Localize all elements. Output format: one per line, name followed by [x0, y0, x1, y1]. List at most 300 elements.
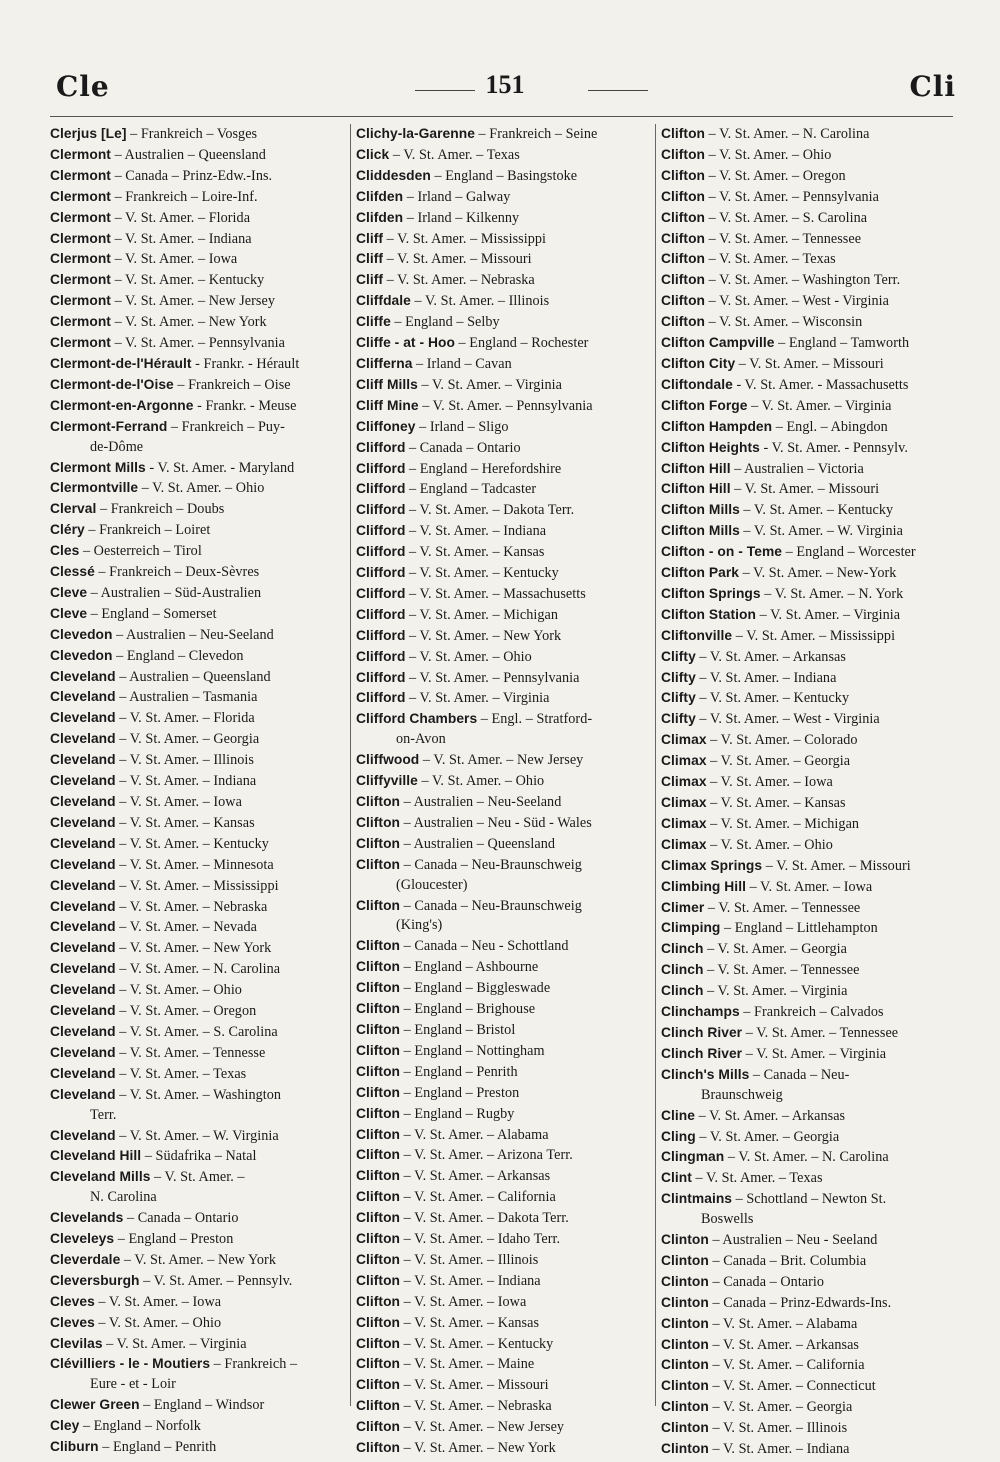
entry-location: – England – Clevedon	[112, 647, 244, 664]
gazetteer-entry	[356, 957, 654, 978]
entry-location: – V. St. Amer. – Connecticut	[708, 1378, 876, 1395]
gazetteer-entry	[661, 709, 957, 730]
header-dash-right	[588, 90, 648, 91]
entry-location: – V. St. Amer. – Tennessee	[705, 230, 862, 247]
entry-location: – England – Penrith	[400, 1063, 518, 1080]
entry-location: – Engl. – Stratford-	[477, 711, 593, 728]
entry-headword: Clinton	[661, 1336, 709, 1352]
gazetteer-entry	[661, 835, 957, 856]
entry-location: – Canada – Brit. Columbia	[708, 1252, 867, 1269]
entry-headword: Cleveland	[50, 877, 116, 893]
entry-location: – Schottland – Newton St.	[732, 1191, 887, 1208]
gazetteer-entry	[50, 1292, 348, 1313]
gazetteer-entry	[356, 896, 654, 937]
entry-headword: Clifford	[356, 565, 406, 581]
entry-headword: Clifton	[661, 209, 706, 225]
entry-headword: Clermont-de-l'Oise	[50, 376, 174, 392]
entry-location: – England – Rugby	[400, 1105, 515, 1122]
gazetteer-entry	[661, 856, 957, 877]
gazetteer-entry	[661, 1127, 957, 1148]
entry-headword: Cliffdale	[356, 293, 411, 309]
gazetteer-entry	[50, 1043, 348, 1064]
entry-headword: Clinton	[661, 1273, 709, 1289]
entry-location: – V. St. Amer. – New Jersey	[110, 293, 275, 310]
entry-location: – England – Tamworth	[774, 335, 910, 352]
entry-location: – England – Biggleswade	[400, 980, 551, 997]
entry-location: – V. St. Amer. – New Jersey	[400, 1419, 565, 1436]
gazetteer-entry	[50, 1146, 348, 1167]
entry-headword: Clifford	[356, 648, 406, 664]
gazetteer-entry	[50, 1313, 348, 1334]
gazetteer-entry	[356, 166, 654, 187]
entry-continuation: Eure - et - Loir	[90, 1376, 176, 1393]
entry-location: – V. St. Amer. – Kentucky	[400, 1335, 554, 1352]
gazetteer-entry	[50, 646, 348, 667]
entry-location: – Australien – Neu - Seeland	[708, 1232, 878, 1249]
gazetteer-entry	[356, 396, 654, 417]
gazetteer-entry	[661, 1439, 957, 1460]
entry-location: – V. St. Amer. – Pennsylvania	[110, 335, 285, 352]
entry-headword: Cleve	[50, 584, 88, 600]
entry-headword: Cliftonville	[661, 627, 733, 643]
entry-headword: Clifton Park	[661, 565, 740, 581]
gazetteer-entry	[661, 124, 957, 145]
entry-location: – England – Somerset	[87, 605, 217, 622]
gazetteer-entry	[50, 1126, 348, 1147]
entry-headword: Cliff Mills	[356, 376, 418, 392]
entry-headword: Clermont Mills	[50, 459, 146, 475]
gazetteer-entry	[661, 898, 957, 919]
entry-headword: Cleverdale	[50, 1251, 121, 1267]
entry-headword: Clermont-Ferrand	[50, 418, 168, 434]
entry-location: – England – Herefordshire	[405, 460, 562, 477]
gazetteer-entry	[661, 1418, 957, 1439]
gazetteer-entry	[661, 1147, 957, 1168]
entry-location: – Frankreich – Loiret	[84, 522, 211, 539]
gazetteer-entry	[661, 1293, 957, 1314]
gazetteer-entry	[356, 647, 654, 668]
entry-headword: Click	[356, 146, 390, 162]
entry-headword: Clifton	[356, 835, 401, 851]
entry-location: – England – Basingstoke	[430, 167, 578, 184]
gazetteer-entry	[356, 1145, 654, 1166]
gazetteer-entry	[356, 438, 654, 459]
entry-location: – V. St. Amer. – Arkansas	[400, 1168, 551, 1185]
entry-headword: Clifford	[356, 481, 406, 497]
entry-location: – V. St. Amer. – New York	[115, 940, 272, 957]
entry-headword: Clintmains	[661, 1191, 733, 1207]
entry-location: – Canada – Neu - Schottland	[400, 938, 569, 955]
entry-location: – V. St. Amer. – Oregon	[115, 1003, 257, 1020]
entry-headword: Cliffoney	[356, 418, 416, 434]
entry-location: – V. St. Amer. – Alabama	[400, 1126, 549, 1143]
entry-location: – V. St. Amer. – Kentucky	[405, 565, 559, 582]
entry-headword: Cleveland	[50, 919, 116, 935]
entry-location: – V. St. Amer. – California	[708, 1357, 865, 1374]
gazetteer-entry	[50, 541, 348, 562]
entry-headword: Cleveland	[50, 668, 116, 684]
entry-location: – V. St. Amer. – Missouri	[383, 251, 532, 268]
entry-location: – V. St. Amer. – S. Carolina	[705, 209, 868, 226]
entry-headword: Clermont	[50, 167, 111, 183]
gazetteer-entry	[50, 813, 348, 834]
entry-location: – V. St. Amer. – Pennsylvania	[705, 188, 880, 205]
entry-headword: Clermont	[50, 272, 111, 288]
gazetteer-entry	[661, 291, 957, 312]
entry-location: – V. St. Amer. –	[150, 1169, 245, 1186]
gazetteer-entry	[50, 604, 348, 625]
entry-headword: Clifton Mills	[661, 523, 740, 539]
gazetteer-entry	[356, 270, 654, 291]
entry-location: – V. St. Amer. – Missouri	[730, 481, 880, 498]
gazetteer-entry	[50, 750, 348, 771]
entry-headword: Clifton Forge	[661, 397, 748, 413]
entry-location: – V. St. Amer. – Alabama	[708, 1315, 858, 1332]
entry-location: – Irland – Sligo	[415, 418, 509, 435]
gazetteer-entry	[661, 1251, 957, 1272]
entry-headword: Clifton Campville	[661, 335, 775, 351]
gazetteer-entry	[50, 834, 348, 855]
entry-location: – V. St. Amer. – West - Virginia	[695, 711, 880, 728]
gazetteer-entry	[356, 1104, 654, 1125]
gazetteer-entry	[356, 145, 654, 166]
gazetteer-entry	[50, 1271, 348, 1292]
entry-location: – V. St. Amer. – Virginia	[703, 983, 848, 1000]
gazetteer-entry	[356, 668, 654, 689]
gazetteer-entry	[661, 479, 957, 500]
gazetteer-entry	[356, 1208, 654, 1229]
entry-location: – V. St. Amer. – New Jersey	[419, 752, 584, 769]
entry-location: – England – Rochester	[454, 335, 589, 352]
entry-location: – Australien – Neu-Seeland	[400, 794, 562, 810]
entry-location: – V. St. Amer. – Iowa	[115, 794, 242, 810]
entry-location: - V. St. Amer. - Massachusetts	[732, 376, 909, 393]
entry-location: – V. St. Amer. – N. York	[760, 585, 904, 602]
gazetteer-entry	[356, 417, 654, 438]
entry-location: – V. St. Amer. – Illinois	[708, 1420, 848, 1437]
gazetteer-entry	[661, 584, 957, 605]
gazetteer-entry	[356, 312, 654, 333]
entry-headword: Clifton	[661, 126, 706, 141]
entry-headword: Cleveland	[50, 982, 116, 998]
gazetteer-entry	[356, 208, 654, 229]
entry-location: – V. St. Amer. – Mississippi	[115, 877, 279, 894]
gazetteer-column-2	[356, 124, 654, 1459]
entry-location: – England – Worcester	[782, 544, 916, 561]
gazetteer-entry	[356, 249, 654, 270]
gazetteer-entry	[356, 1313, 654, 1334]
entry-location: – V. St. Amer. – Ohio	[405, 648, 532, 665]
entry-headword: Cleveland	[50, 856, 116, 872]
gazetteer-entry	[50, 187, 348, 208]
entry-headword: Clinch River	[661, 1045, 743, 1061]
gazetteer-entry	[661, 626, 957, 647]
entry-headword: Clermont-en-Argonne	[50, 397, 194, 413]
gazetteer-entry	[356, 936, 654, 957]
entry-location: – V. St. Amer. – Iowa	[745, 878, 873, 895]
entry-headword: Clichy-la-Garenne	[356, 126, 475, 141]
gazetteer-entry	[356, 1334, 654, 1355]
gazetteer-entry	[661, 730, 957, 751]
entry-headword: Clinton	[661, 1441, 709, 1457]
entry-headword: Clifton	[661, 293, 706, 309]
entry-headword: Clifton	[356, 1272, 401, 1288]
gazetteer-entry	[50, 1395, 348, 1416]
entry-headword: Clifton	[356, 1105, 401, 1121]
gazetteer-entry	[50, 417, 348, 458]
entry-headword: Clermont	[50, 188, 111, 204]
gazetteer-entry	[50, 312, 348, 333]
entry-location: - V. St. Amer. - Pennsylv.	[759, 439, 908, 456]
entry-headword: Clermont	[50, 335, 111, 351]
entry-location: – V. St. Amer. – Kansas	[115, 814, 255, 831]
gazetteer-entry	[661, 229, 957, 250]
entry-location: – Canada – Neu-	[749, 1066, 850, 1083]
gazetteer-entry	[356, 187, 654, 208]
entry-headword: Cleves	[50, 1314, 95, 1330]
entry-headword: Clifton	[356, 1063, 401, 1079]
gazetteer-entry	[50, 1250, 348, 1271]
entry-headword: Clifferna	[356, 355, 413, 371]
entry-location: – V. St. Amer. – New York	[400, 1440, 556, 1457]
entry-headword: Cling	[661, 1128, 696, 1144]
gazetteer-entry	[661, 270, 957, 291]
gazetteer-entry	[661, 521, 957, 542]
gazetteer-entry	[661, 249, 957, 270]
entry-location: – V. St. Amer. – California	[400, 1189, 556, 1206]
entry-headword: Cleveland Hill	[50, 1148, 142, 1164]
entry-location: – V. St. Amer. – Iowa	[110, 251, 238, 268]
gazetteer-entry	[50, 1334, 348, 1355]
gazetteer-entry	[50, 333, 348, 354]
gazetteer-entry	[50, 291, 348, 312]
entry-location: – V. St. Amer. – Virginia	[742, 1045, 887, 1062]
gazetteer-entry	[356, 542, 654, 563]
gazetteer-entry	[661, 1355, 957, 1376]
gazetteer-entry	[50, 917, 348, 938]
entry-headword: Clifton	[661, 167, 706, 183]
gazetteer-entry	[356, 709, 654, 750]
entry-location: – V. St. Amer. – Virginia	[756, 606, 901, 623]
gazetteer-entry	[356, 1271, 654, 1292]
entry-headword: Cliburn	[50, 1439, 99, 1455]
entry-headword: Climbing Hill	[661, 878, 746, 894]
entry-location: – V. St. Amer. – Indiana	[115, 773, 257, 790]
gazetteer-entry	[50, 375, 348, 396]
gazetteer-entry	[356, 626, 654, 647]
entry-headword: Clifton	[356, 1001, 401, 1017]
entry-location: – Australien – Queensland	[400, 835, 555, 852]
entry-location: – V. St. Amer. – N. Carolina	[705, 126, 870, 142]
entry-continuation: Boswells	[701, 1211, 754, 1228]
entry-headword: Clifton	[356, 1189, 401, 1205]
entry-location: – Irland – Galway	[403, 188, 511, 205]
entry-location: – V. St. Amer. – W. Virginia	[115, 1127, 279, 1144]
gazetteer-column-1	[50, 124, 348, 1458]
entry-location: – Frankreich – Calvados	[739, 1004, 884, 1021]
entry-headword: Cleveland	[50, 710, 116, 726]
gazetteer-entry	[661, 960, 957, 981]
gazetteer-entry	[661, 1335, 957, 1356]
entry-headword: Clermont	[50, 251, 111, 267]
gazetteer-entry	[356, 521, 654, 542]
entry-headword: Clinch River	[661, 1024, 743, 1040]
entry-location: – V. St. Amer. – N. Carolina	[115, 961, 281, 978]
entry-headword: Clifden	[356, 188, 404, 204]
gazetteer-entry	[50, 520, 348, 541]
entry-location: – England – Ashbourne	[400, 959, 539, 976]
column-divider	[350, 124, 351, 1406]
gazetteer-entry	[661, 1023, 957, 1044]
entry-headword: Cleveland Mills	[50, 1169, 151, 1185]
entry-headword: Clessé	[50, 564, 95, 580]
entry-headword: Clingman	[661, 1149, 725, 1165]
entry-headword: Clifton	[661, 251, 706, 267]
entry-headword: Clifford	[356, 669, 406, 685]
gazetteer-entry	[356, 479, 654, 500]
gazetteer-entry	[661, 333, 957, 354]
gazetteer-entry	[356, 999, 654, 1020]
gazetteer-entry	[50, 667, 348, 688]
gazetteer-entry	[356, 1354, 654, 1375]
entry-headword: Clinch	[661, 941, 704, 957]
entry-headword: Clerjus [Le]	[50, 126, 127, 141]
entry-headword: Clermont	[50, 293, 111, 309]
entry-location: – England – Brighouse	[400, 1001, 536, 1018]
entry-location: – Australien – Tasmania	[115, 689, 258, 706]
entry-headword: Clifton - on - Teme	[661, 544, 783, 560]
entry-headword: Clinch	[661, 983, 704, 999]
gazetteer-entry	[50, 1022, 348, 1043]
entry-location: – V. St. Amer. – Kansas	[706, 795, 846, 811]
entry-location: – Canada – Prinz-Edwards-Ins.	[708, 1294, 892, 1311]
entry-headword: Clifton	[356, 1419, 401, 1435]
entry-location: – Canada – Prinz-Edw.-Ins.	[110, 167, 273, 184]
entry-location: – Australien – Neu-Seeland	[112, 626, 274, 643]
entry-headword: Cleveland	[50, 689, 116, 705]
entry-headword: Clifford Chambers	[356, 711, 478, 727]
gazetteer-entry	[50, 478, 348, 499]
entry-headword: Cliffe - at - Hoo	[356, 335, 455, 351]
gazetteer-entry	[356, 291, 654, 312]
gazetteer-entry	[661, 981, 957, 1002]
entry-location: – V. St. Amer. – Indiana	[405, 523, 547, 540]
entry-headword: Clifton	[661, 146, 706, 162]
gazetteer-entry	[661, 208, 957, 229]
entry-headword: Cleveland	[50, 1023, 116, 1039]
gazetteer-entry	[50, 708, 348, 729]
entry-location: – V. St. Amer. – Illinois	[115, 752, 254, 769]
entry-location: – V. St. Amer. – New-York	[739, 565, 897, 582]
entry-headword: Cleveland	[50, 1044, 116, 1060]
entry-location: – V. St. Amer. – Colorado	[706, 732, 858, 749]
entry-location: – V. St. Amer. – Missouri	[735, 355, 884, 372]
gazetteer-entry	[661, 751, 957, 772]
entry-headword: Clinton	[661, 1315, 709, 1331]
gazetteer-entry	[50, 270, 348, 291]
entry-continuation: Terr.	[90, 1106, 117, 1123]
entry-location: – V. St. Amer. – Pennsylvania	[405, 669, 580, 686]
entry-headword: Clinton	[661, 1357, 709, 1373]
entry-headword: Clevedon	[50, 626, 113, 642]
gazetteer-entry	[356, 1396, 654, 1417]
entry-continuation: on-Avon	[396, 731, 446, 748]
entry-headword: Cleveland	[50, 961, 116, 977]
gazetteer-entry	[661, 939, 957, 960]
gazetteer-entry	[356, 813, 654, 834]
entry-location: – V. St. Amer. – Indiana	[708, 1441, 850, 1458]
gazetteer-entry	[50, 1085, 348, 1126]
gazetteer-entry	[661, 563, 957, 584]
gazetteer-entry	[356, 333, 654, 354]
entry-headword: Clermont	[50, 230, 111, 246]
entry-headword: Cliffwood	[356, 752, 420, 768]
entry-headword: Clifford	[356, 627, 406, 643]
entry-headword: Cléry	[50, 522, 85, 538]
gazetteer-entry	[50, 687, 348, 708]
gazetteer-entry	[50, 249, 348, 270]
entry-continuation: (King's)	[396, 917, 443, 934]
gazetteer-entry	[356, 1187, 654, 1208]
entry-location: – Canada – Ontario	[708, 1273, 825, 1290]
gazetteer-entry	[50, 1437, 348, 1458]
entry-location: – V. St. Amer. – Virginia	[102, 1335, 247, 1352]
gazetteer-entry	[50, 1208, 348, 1229]
gazetteer-entry	[661, 396, 957, 417]
entry-headword: Clinch's Mills	[661, 1066, 750, 1082]
gazetteer-entry	[50, 145, 348, 166]
entry-location: – Frankreich – Puy-	[167, 418, 285, 435]
gazetteer-entry	[356, 771, 654, 792]
entry-location: – Frankreich – Vosges	[126, 126, 258, 142]
entry-headword: Clinton	[661, 1294, 709, 1310]
gazetteer-entry	[356, 1438, 654, 1459]
entry-location: – V. St. Amer. – Ohio	[706, 836, 833, 853]
entry-headword: Cliff	[356, 272, 384, 288]
gazetteer-entry	[661, 1376, 957, 1397]
gazetteer-entry	[50, 166, 348, 187]
entry-headword: Clinton	[661, 1252, 709, 1268]
gazetteer-entry	[661, 1002, 957, 1023]
gazetteer-entry	[356, 1166, 654, 1187]
entry-headword: Clifton	[356, 938, 401, 954]
entry-headword: Cliddesden	[356, 167, 431, 183]
entry-headword: Cleves	[50, 1293, 95, 1309]
entry-location: – England – Littlehampton	[720, 920, 878, 937]
gazetteer-entry	[356, 792, 654, 813]
entry-location: – V. St. Amer. – Kentucky	[115, 835, 269, 852]
entry-location: – Frankreich – Loire-Inf.	[110, 188, 258, 205]
entry-headword: Cleveland	[50, 835, 116, 851]
entry-location: – V. St. Amer. – Massachusetts	[405, 585, 586, 602]
gazetteer-entry	[356, 1041, 654, 1062]
entry-headword: Cliff Mine	[356, 397, 419, 413]
gazetteer-entry	[50, 729, 348, 750]
entry-headword: Clifford	[356, 585, 406, 601]
entry-headword: Climax	[661, 836, 707, 852]
entry-location: – V. St. Amer. – Pennsylv.	[139, 1272, 293, 1289]
gazetteer-entry	[661, 417, 957, 438]
entry-headword: Cles	[50, 543, 80, 559]
entry-headword: Climax	[661, 753, 707, 769]
entry-headword: Climax	[661, 732, 707, 748]
entry-continuation: de-Dôme	[90, 438, 144, 455]
entry-location: – V. St. Amer. – Iowa	[706, 774, 833, 791]
gazetteer-entry	[661, 1314, 957, 1335]
entry-location: – Australien – Neu - Süd - Wales	[400, 814, 592, 831]
entry-headword: Cleveland	[50, 752, 116, 768]
entry-location: – Canada – Ontario	[123, 1210, 239, 1227]
